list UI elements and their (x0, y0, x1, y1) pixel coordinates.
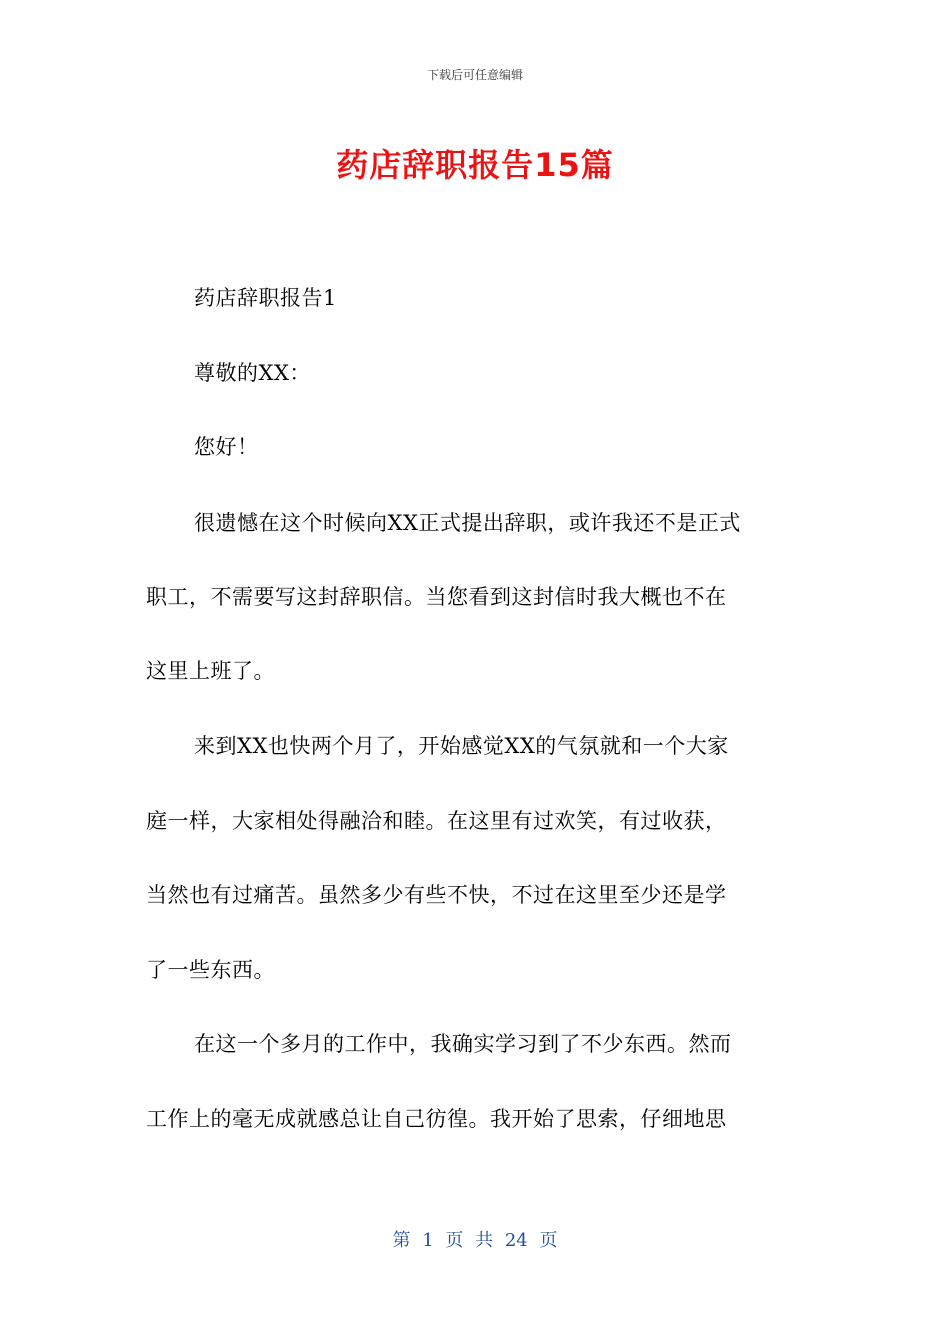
paragraph-line: 很遗憾在这个时候向XX正式提出辞职，或许我还不是正式 (194, 511, 741, 535)
section-heading: 药店辞职报告1 (194, 286, 337, 310)
paragraph-line: 当然也有过痛苦。虽然多少有些不快，不过在这里至少还是学 (146, 883, 727, 907)
paragraph-line: 了一些东西。 (146, 958, 275, 982)
paragraph-line: 庭一样，大家相处得融洽和睦。在这里有过欢笑，有过收获， (146, 809, 727, 833)
paragraph-line: 在这一个多月的工作中，我确实学习到了不少东西。然而 (194, 1032, 732, 1056)
page-indicator: 第 1 页 共 24 页 (392, 1230, 558, 1251)
paragraph-line: 工作上的毫无成就感总让自己彷徨。我开始了思索，仔细地思 (146, 1107, 727, 1131)
paragraph-line: 来到XX也快两个月了，开始感觉XX的气氛就和一个大家 (194, 734, 729, 758)
header-note: 下载后可任意编辑 (426, 68, 523, 82)
document-title: 药店辞职报告15篇 (336, 146, 614, 184)
paragraph-line: 职工，不需要写这封辞职信。当您看到这封信时我大概也不在 (146, 585, 727, 609)
paragraph-line: 这里上班了。 (146, 659, 275, 683)
salutation: 尊敬的XX： (194, 361, 311, 385)
greeting: 您好！ (194, 435, 259, 459)
